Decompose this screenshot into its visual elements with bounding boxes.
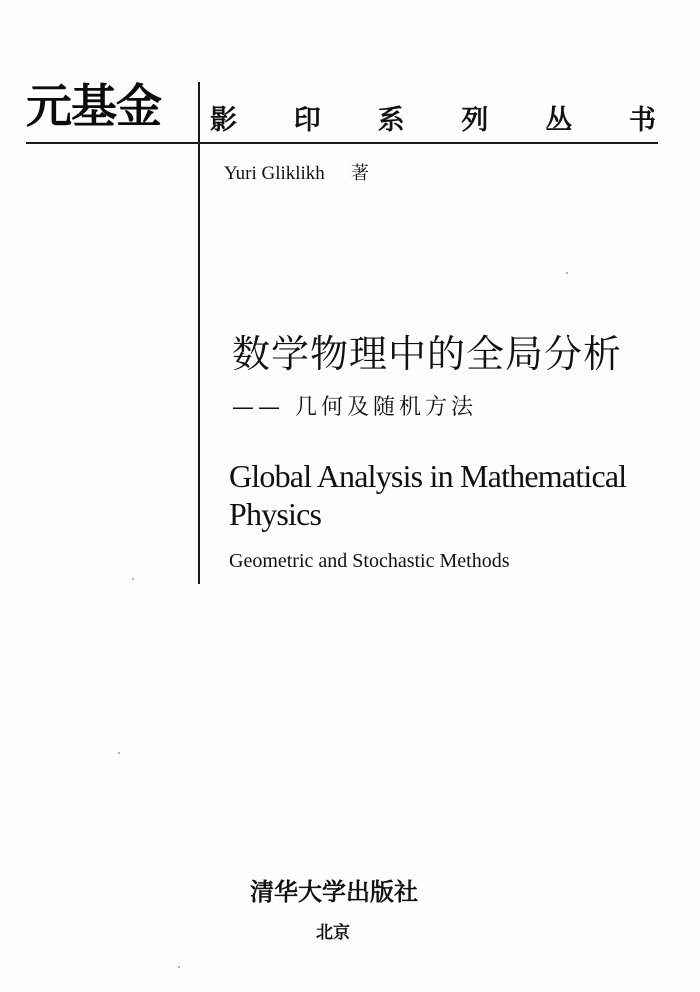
scan-speck [178,966,180,968]
english-title: Global Analysis in Mathematical Physics [229,458,627,532]
scan-speck [132,578,134,580]
series-char: 印 [293,105,321,136]
english-subtitle: Geometric and Stochastic Methods [229,550,510,572]
chinese-title: 数学物理中的全局分析 [232,332,623,376]
author-line [224,162,369,186]
author-name: Yuri Gliklikh [224,163,325,184]
header-horizontal-rule [26,142,658,144]
publisher-city: 北京 [316,923,350,943]
series-char: 系 [377,105,405,136]
series-char: 列 [461,105,489,136]
scan-speck [118,752,120,754]
series-brand: 元基金 [26,79,161,133]
series-char: 影 [210,105,237,136]
author-role: 著 [350,163,369,184]
scan-speck [566,272,568,274]
series-char: 书 [628,105,656,136]
publisher-name: 清华大学出版社 [250,878,418,906]
series-name [210,104,656,138]
series-char: 丛 [545,105,573,136]
margin-vertical-rule [198,82,200,584]
chinese-subtitle: —— 几何及随机方法 [232,395,477,420]
